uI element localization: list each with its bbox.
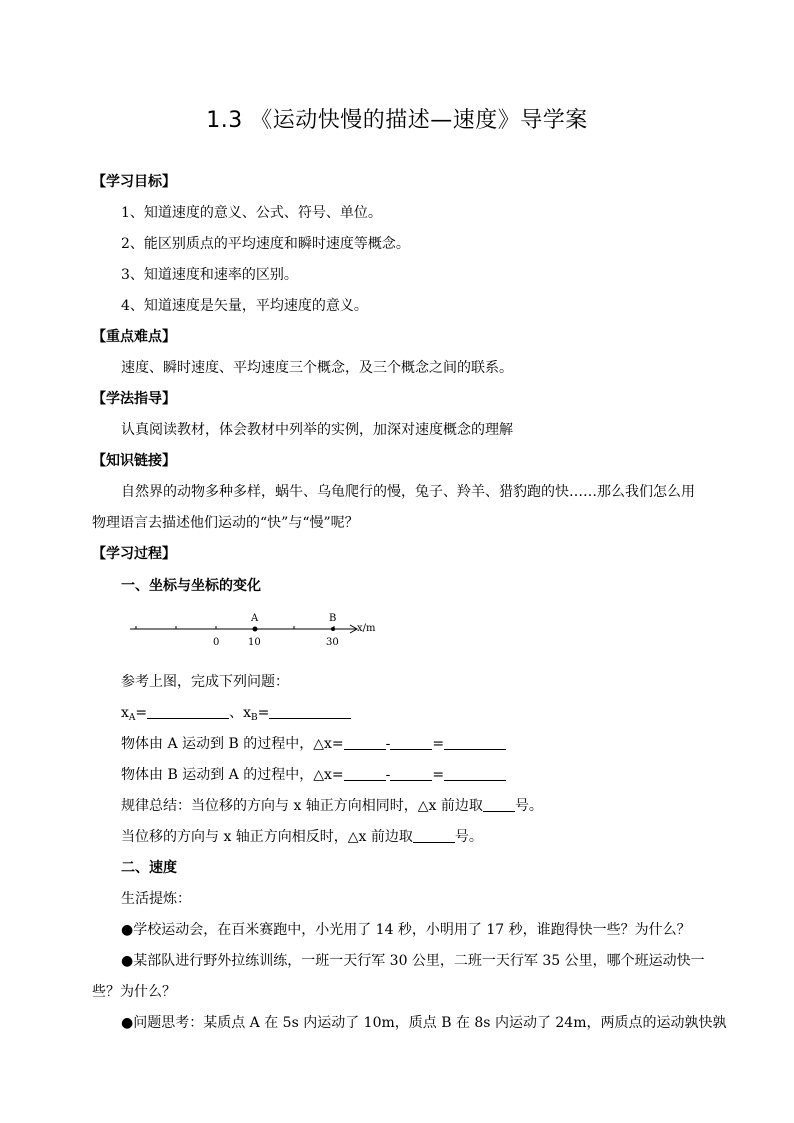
xb-answer-blank[interactable] [269,703,351,719]
tick-label-0: 0 [213,637,220,648]
xb-symbol: x [243,705,252,721]
knowledge-link-text: 物理语言去描述他们运动的“快”与“慢”呢？ [92,515,359,531]
point-b-label: B [329,613,337,624]
question-text: 物体由 A 运动到 B 的过程中，△x= [121,736,344,752]
answer-blank[interactable] [390,765,432,781]
goal-item: 2、能区别质点的平均速度和瞬时速度等概念。 [121,236,410,252]
rule-text: 当位移的方向与 x 轴正方向相反时，△x 前边取 [121,829,413,845]
section-title: 一、坐标与坐标的变化 [121,578,261,594]
knowledge-link-text: 自然界的动物多种多样，蜗牛、乌龟爬行的慢，兔子、羚羊、猎豹跑的快……那么我们怎么用 [121,484,695,500]
answer-blank[interactable] [344,765,386,781]
point-a-dot [253,627,258,632]
rule-text: 规律总结：当位移的方向与 x 轴正方向相同时，△x 前边取 [121,798,483,814]
minus-sign: - [385,736,391,752]
point-a-label: A [251,613,259,624]
equals-sign: = [432,736,445,752]
key-points-text: 速度、瞬时速度、平均速度三个概念，及三个概念之间的联系。 [121,360,513,376]
life-examples-label: 生活提炼： [121,891,191,907]
answer-blank[interactable] [344,734,386,750]
rule-text-end: 号。 [454,829,483,845]
minus-sign: - [385,767,391,783]
xb-equals: = [257,705,270,721]
equals-sign: = [432,767,445,783]
answer-blank[interactable] [413,827,455,843]
goals-heading: 【学习目标】 [92,174,176,190]
tick-label-30: 30 [326,637,339,648]
tick-label-10: 10 [248,637,261,648]
answer-blank[interactable] [444,765,506,781]
answer-blank[interactable] [444,734,506,750]
displacement-question-ab [121,734,506,754]
page-title: 1.3 《运动快慢的描述—速度》导学案 [206,108,588,133]
question-item: ●某部队进行野外拉练训练，一班一天行军 30 公里，二班一天行军 35 公里，哪个班运动快一 [121,953,705,969]
coordinate-axis-figure [128,610,388,652]
goal-item: 4、知道速度是矢量，平均速度的意义。 [121,298,368,314]
xb-subscript: B [251,713,258,723]
question-item-continued: 些？为什么？ [92,984,176,1000]
question-text: 物体由 B 运动到 A 的过程中，△x= [121,767,344,783]
question-item: ●问题思考：某质点 A 在 5s 内运动了 10m，质点 B 在 8s 内运动了 24m，两质点的运动孰快孰 [121,1015,727,1031]
section-title: 二、速度 [121,860,177,876]
axis-unit-label: x/m [357,623,376,634]
question-item: ●学校运动会，在百米赛跑中，小光用了 14 秒，小明用了 17 秒，谁跑得快一些？为什么？ [121,922,691,938]
answer-blank[interactable] [390,734,432,750]
coordinate-question [121,703,351,728]
knowledge-link-heading: 【知识链接】 [92,453,176,469]
goal-item: 3、知道速度和速率的区别。 [121,267,298,283]
instruction-text: 参考上图，完成下列问题： [121,674,289,690]
rule-summary-positive [121,796,543,816]
xa-answer-blank[interactable] [147,703,229,719]
xa-symbol: x [121,705,129,721]
xa-subscript: A [128,713,136,723]
goal-item: 1、知道速度的意义、公式、符号、单位。 [121,205,382,221]
key-points-heading: 【重点难点】 [92,329,176,345]
rule-summary-negative [121,827,483,847]
displacement-question-ba [121,765,506,785]
xa-equals: = [135,705,148,721]
method-text: 认真阅读教材，体会教材中列举的实例，加深对速度概念的理解 [121,422,513,438]
answer-blank[interactable] [483,796,515,812]
method-heading: 【学法指导】 [92,391,176,407]
separator: 、 [229,705,244,721]
process-heading: 【学习过程】 [92,546,176,562]
point-b-dot [331,627,335,631]
rule-text-end: 号。 [514,798,543,814]
